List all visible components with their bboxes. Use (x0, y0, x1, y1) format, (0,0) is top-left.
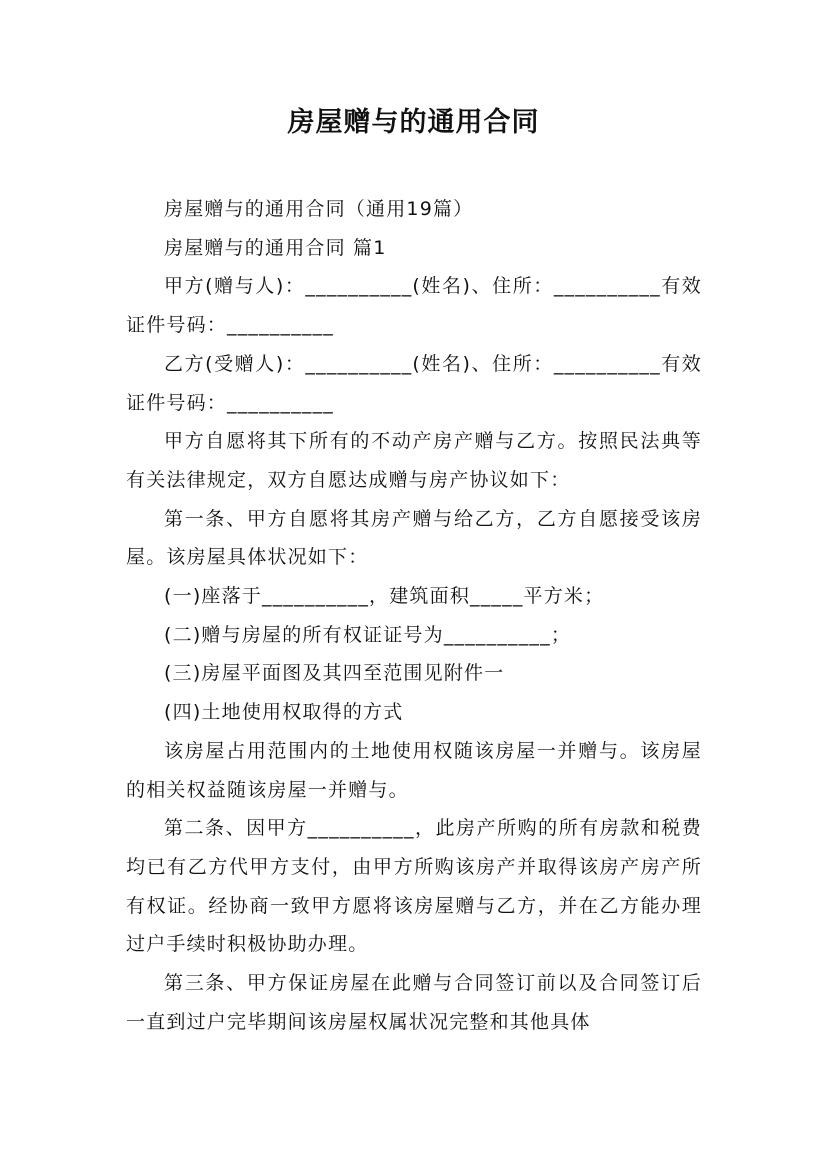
paragraph-item-4: (四)土地使用权取得的方式 (164, 701, 404, 724)
paragraph-party-b: 乙方(受赠人)：__________(姓名)、住所：__________有效证件号码：__________ (126, 352, 702, 414)
paragraph-item-1: (一)座落于__________，建筑面积_____平方米； (164, 585, 605, 608)
paragraph-article-1: 第一条、甲方自愿将其房产赠与给乙方，乙方自愿接受该房屋。该房屋具体状况如下： (126, 507, 702, 569)
paragraph-intro: 甲方自愿将其下所有的不动产房产赠与乙方。按照民法典等有关法律规定，双方自愿达成赠与房产协议如下： (126, 430, 702, 491)
paragraph-heading-collection: 房屋赠与的通用合同（通用19篇） (164, 198, 474, 220)
paragraph-party-a: 甲方(赠与人)：__________(姓名)、住所：__________有效证件号码：__________ (126, 275, 702, 337)
paragraph-article-2: 第二条、因甲方__________，此房产所购的所有房款和税费均已有乙方代甲方支付，由甲方所购该房产并取得该房产房产所有权证。经协商一致甲方愿将该房屋赠与乙方，并在乙方能办理过户手续时积极协助办理。 (126, 817, 702, 956)
paragraph-item-3: (三)房屋平面图及其四至范围见附件一 (164, 662, 505, 685)
document-body (126, 190, 702, 1041)
paragraph-article-3: 第三条、甲方保证房屋在此赠与合同签订前以及合同签订后一直到过户完毕期间该房屋权属状况完整和其他具体 (126, 972, 702, 1033)
paragraph-heading-article: 房屋赠与的通用合同 篇1 (164, 236, 387, 259)
paragraph-land-rights: 该房屋占用范围内的土地使用权随该房屋一并赠与。该房屋的相关权益随该房屋一并赠与。 (126, 739, 702, 801)
paragraph-item-2: (二)赠与房屋的所有权证证号为__________； (164, 623, 572, 646)
document-title: 房屋赠与的通用合同 (287, 107, 540, 138)
